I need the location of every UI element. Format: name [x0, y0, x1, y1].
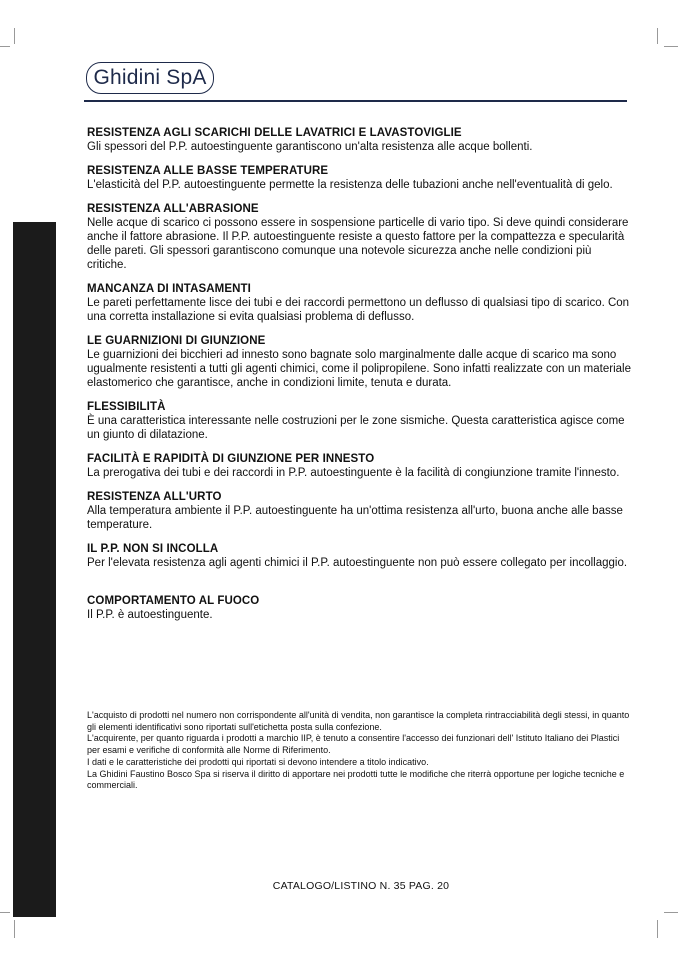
side-bar [13, 222, 56, 917]
section-body: Nelle acque di scarico ci possono essere in sospensione particelle di vario tipo. Si deve quindi considerare anche il fattore abrasione. Il P.P. autoestinguente resiste a questo fattore per la compattezza e specularità delle pareti. Gli spessori garantiscono comunque una notevole sicurezza anche nelle condizioni più critiche. [87, 217, 629, 271]
section-body: Le pareti perfettamente lisce dei tubi e dei raccordi permettono un deflusso di qualsiasi tipo di scarico. Con una corretta installazione si evita qualsiasi problema di deflusso. [87, 297, 630, 323]
main-content [87, 127, 632, 622]
section [87, 165, 632, 192]
section [87, 401, 632, 442]
section-body: Gli spessori del P.P. autoestinguente garantiscono un'alta resistenza alle acque bollenti. [87, 141, 533, 153]
section-title: RESISTENZA ALL'URTO [87, 491, 222, 503]
section-title: COMPORTAMENTO AL FUOCO [87, 595, 260, 607]
company-logo [86, 62, 214, 94]
company-logo-text: Ghidini SpA [93, 66, 207, 89]
section [87, 491, 632, 532]
crop-mark-top-left-h [0, 46, 10, 47]
section [87, 283, 632, 324]
section [87, 335, 632, 390]
crop-mark-bottom-right-h [664, 912, 678, 913]
section-body: Le guarnizioni dei bicchieri ad innesto sono bagnate solo marginalmente dalle acque di scarico ma sono ugualmente resistenti a tutti gli agenti chimici, come il polipropilene. Sono infatti realizzate con un materiale elastomerico che garantisce, anche in condizioni limite, tenuta e durata. [87, 349, 631, 389]
section-title: MANCANZA DI INTASAMENTI [87, 283, 251, 295]
crop-mark-bottom-left [14, 920, 15, 938]
crop-mark-top-left [14, 28, 15, 44]
section-title: LE GUARNIZIONI DI GIUNZIONE [87, 335, 266, 347]
section [87, 453, 632, 480]
section-body: La prerogativa dei tubi e dei raccordi in P.P. autoestinguente è la facilità di congiunzione tramite l'innesto. [87, 467, 620, 479]
header-divider [84, 100, 627, 102]
section [87, 543, 632, 570]
section-title: RESISTENZA ALLE BASSE TEMPERATURE [87, 165, 329, 177]
section-body: L'elasticità del P.P. autoestinguente permette la resistenza delle tubazioni anche nell'eventualità di gelo. [87, 179, 613, 191]
section-body: È una caratteristica interessante nelle costruzioni per le zone sismiche. Questa caratteristica agisce come un giunto di dilatazione. [87, 415, 625, 441]
catalog-page-number: CATALOGO/LISTINO N. 35 PAG. 20 [272, 880, 450, 892]
section-title: RESISTENZA ALL'ABRASIONE [87, 203, 259, 215]
legal-notes [87, 710, 632, 792]
legal-note: I dati e le caratteristiche dei prodotti qui riportati si devono intendere a titolo indicativo. [87, 756, 429, 767]
section-title: RESISTENZA AGLI SCARICHI DELLE LAVATRICI E LAVASTOVIGLIE [87, 127, 462, 139]
crop-mark-bottom-left-h [0, 912, 10, 913]
section-title: FLESSIBILITÀ [87, 401, 166, 413]
section [87, 127, 632, 154]
legal-note: L'acquisto di prodotti nel numero non corrispondente all'unità di vendita, non garantisce la completa rintracciabilità degli stessi, in quanto gli elementi identificativi sono riportati sull'etichetta posta sulla confezione. [87, 710, 630, 732]
section-body: Per l'elevata resistenza agli agenti chimici il P.P. autoestinguente non può essere collegato per incollaggio. [87, 557, 628, 569]
section-title: FACILITÀ E RAPIDITÀ DI GIUNZIONE PER INNESTO [87, 453, 375, 465]
legal-note: La Ghidini Faustino Bosco Spa si riserva il diritto di apportare nei prodotti tutte le modifiche che riterrà opportune per logiche tecniche e commerciali. [87, 768, 625, 791]
section-body: Il P.P. è autoestinguente. [87, 609, 213, 621]
section-body: Alla temperatura ambiente il P.P. autoestinguente ha un'ottima resistenza all'urto, buona anche alle basse temperature. [87, 505, 623, 531]
section [87, 203, 632, 272]
section [87, 595, 632, 622]
page-footer [0, 880, 678, 892]
section-title: IL P.P. NON SI INCOLLA [87, 543, 219, 555]
crop-mark-top-right-h [664, 46, 678, 47]
crop-mark-top-right [657, 28, 658, 44]
crop-mark-bottom-right [657, 920, 658, 938]
legal-note: L'acquirente, per quanto riguarda i prodotti a marchio IIP, è tenuto a consentire l'accesso dei funzionari dell' Istituto Italiano dei Plastici per esami e verifiche di conformità alle Norme di Riferimento. [87, 733, 620, 756]
